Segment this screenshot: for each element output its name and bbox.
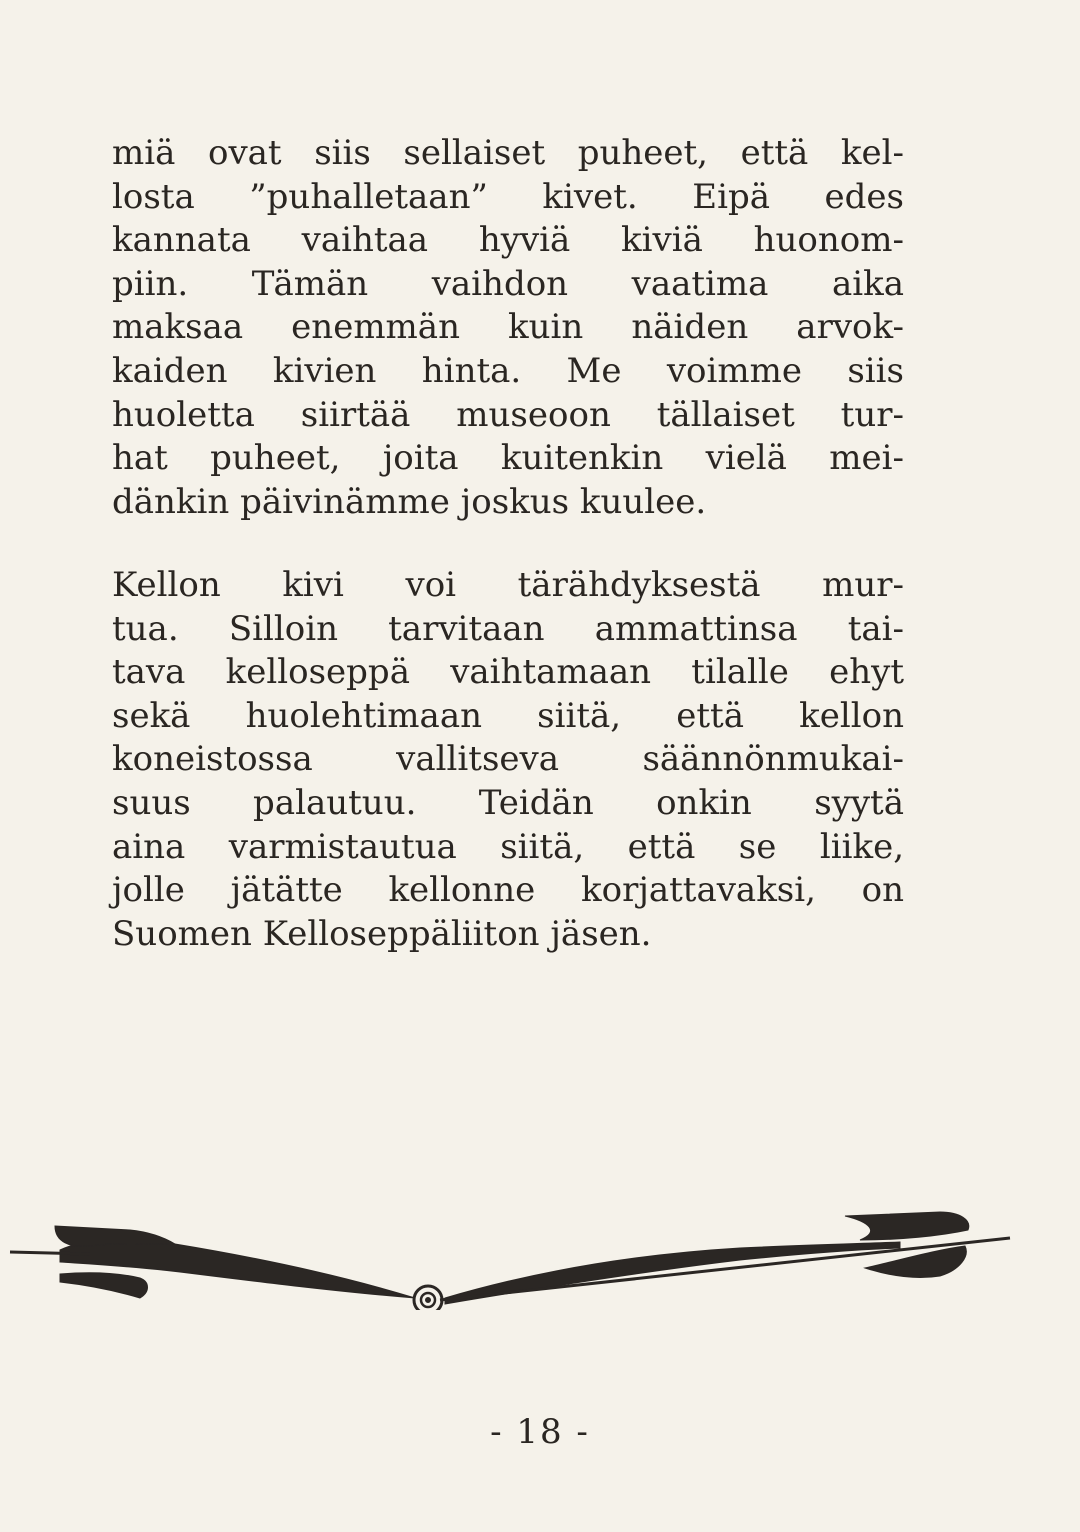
text-line: miä ovat siis sellaiset puheet, että kel- bbox=[112, 133, 904, 173]
text-line: Kellon kivi voi tärähdyksestä mur- bbox=[112, 565, 904, 605]
text-line: kannata vaihtaa hyviä kiviä huonom- bbox=[112, 220, 904, 261]
minute-hand-head bbox=[845, 1212, 969, 1240]
text-line: kaiden kivien hinta. Me voimme siis bbox=[112, 350, 904, 391]
text-line: piin. Tämän vaihdon vaatima aika bbox=[112, 263, 904, 304]
text-line: dänkin päivinämme joskus kuulee. bbox=[112, 481, 707, 522]
text-line: sekä huolehtimaan siitä, että kellon bbox=[112, 695, 904, 736]
text-line: jolle jätätte kellonne korjattavaksi, on bbox=[112, 870, 904, 911]
text-line: aina varmistautua siitä, että se liike, bbox=[112, 826, 904, 867]
text-line: hat puheet, joita kuitenkin vielä mei- bbox=[112, 438, 904, 479]
text-line: losta ”puhalletaan” kivet. Eipä edes bbox=[112, 176, 904, 217]
text-line: huoletta siirtää museoon tällaiset tur- bbox=[112, 394, 904, 435]
text-line: suus palautuu. Teidän onkin syytä bbox=[112, 782, 904, 823]
text-line: maksaa enemmän kuin näiden arvok- bbox=[112, 307, 904, 348]
text-line: tava kelloseppä vaihtamaan tilalle ehyt bbox=[112, 652, 904, 693]
page-number: - 18 - bbox=[490, 1412, 590, 1452]
paragraph-2 bbox=[112, 564, 904, 956]
paragraph-1 bbox=[112, 132, 904, 524]
text-line: koneistossa vallitseva säännönmukai- bbox=[112, 739, 904, 780]
hour-hand-tail bbox=[55, 1226, 175, 1246]
clock-hands-icon bbox=[0, 1200, 1080, 1310]
text-line: tua. Silloin tarvitaan ammattinsa tai- bbox=[112, 608, 904, 649]
hour-hand-tail-lower bbox=[60, 1273, 148, 1298]
minute-hand bbox=[445, 1242, 900, 1304]
text-line: Suomen Kelloseppäliiton jäsen. bbox=[112, 913, 652, 954]
